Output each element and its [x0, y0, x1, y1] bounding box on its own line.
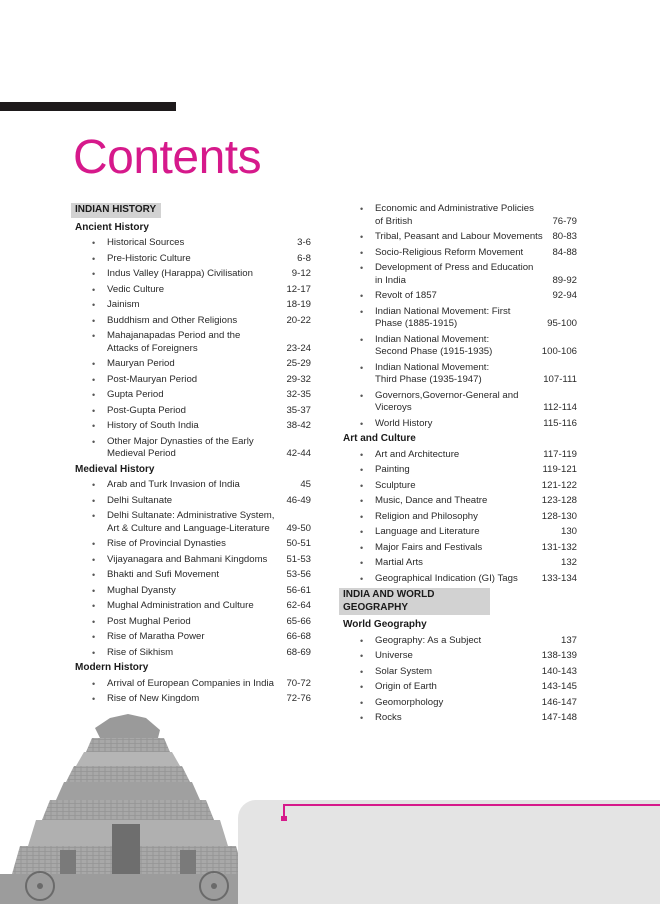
toc-entry-pages: 46-49	[286, 494, 311, 506]
toc-entry-title: • Rise of New Kingdom	[107, 693, 200, 704]
toc-entry-pages: 131-132	[541, 541, 577, 553]
toc-entry	[341, 231, 577, 244]
toc-entry-title: • Rise of Provincial Dynasties	[107, 538, 226, 549]
toc-entry-pages: 70-72	[286, 677, 311, 689]
toc-entry-title: • Mughal Dyansty	[107, 584, 176, 596]
toc-entry-title: • Indian National Movement: First Phase (1885-1915)	[375, 305, 511, 329]
toc-entry-pages: 143-145	[541, 681, 577, 692]
toc-entry-pages: 80-83	[552, 231, 577, 242]
toc-list	[73, 479, 311, 659]
section-india-world-geography: INDIA AND WORLD GEOGRAPHY	[339, 588, 490, 615]
toc-entry	[73, 420, 311, 433]
toc-entry	[73, 253, 311, 266]
toc-entry-title: • Universe	[375, 650, 413, 661]
toc-entry-pages: 53-56	[286, 569, 311, 580]
toc-entry-pages: 32-35	[286, 389, 311, 400]
toc-entry-pages: 138-139	[541, 650, 577, 661]
toc-list	[341, 635, 577, 725]
toc-entry	[73, 693, 311, 706]
toc-entry	[73, 237, 311, 250]
toc-entry-title: • Rocks	[375, 712, 402, 723]
toc-entry	[341, 666, 577, 679]
toc-entry	[341, 697, 577, 710]
toc-entry	[73, 585, 311, 598]
toc-entry	[341, 464, 577, 477]
toc-entry-title: • Tribal, Peasant and Labour Movements	[375, 231, 543, 242]
toc-entry	[341, 418, 577, 431]
toc-entry	[73, 616, 311, 629]
toc-entry	[73, 678, 311, 691]
toc-entry-pages: 18-19	[286, 299, 311, 310]
footer-pink-rule	[283, 804, 660, 806]
toc-entry-title: • Post Mughal Period	[107, 615, 191, 627]
toc-entry	[341, 526, 577, 539]
toc-entry-title: • Indian National Movement: Second Phase (1915-1935)	[375, 333, 493, 357]
toc-entry-pages: 3-6	[297, 237, 311, 248]
toc-entry-pages: 76-79	[552, 215, 577, 227]
toc-entry	[341, 573, 577, 586]
toc-entry-pages: 128-130	[541, 510, 577, 522]
toc-entry-title: • World History	[375, 417, 433, 429]
toc-entry-title: • Revolt of 1857	[375, 290, 437, 301]
toc-entry-title: • Pre-Historic Culture	[107, 252, 191, 264]
toc-entry-pages: 6-8	[297, 252, 311, 264]
toc-entry-title: • Historical Sources	[107, 237, 185, 248]
toc-entry-pages: 95-100	[547, 318, 577, 329]
toc-list	[341, 449, 577, 586]
toc-entry-title: • Rise of Sikhism	[107, 646, 174, 658]
toc-list	[73, 237, 311, 461]
toc-entry	[341, 203, 577, 228]
toc-entry-pages: 20-22	[286, 314, 311, 326]
toc-entry	[341, 650, 577, 663]
toc-entry	[341, 557, 577, 570]
toc-entry-title: • Geomorphology	[375, 696, 444, 708]
temple-illustration	[0, 708, 250, 904]
toc-entry-title: • Arab and Turk Invasion of India	[107, 479, 240, 490]
toc-list	[73, 678, 311, 706]
toc-entry-title: • Vijayanagara and Bahmani Kingdoms	[107, 553, 268, 565]
toc-entry	[73, 436, 311, 461]
toc-entry-title: • Rise of Maratha Power	[107, 631, 205, 642]
top-decorative-bar	[0, 102, 176, 111]
toc-entry-pages: 100-106	[541, 346, 577, 357]
toc-entry-title: • Other Major Dynasties of the Early Medieval Period	[107, 435, 254, 459]
toc-entry	[73, 495, 311, 508]
toc-entry-title: • Solar System	[375, 665, 433, 677]
page-title: Contents	[73, 131, 262, 184]
toc-entry	[73, 569, 311, 582]
toc-entry-pages: 66-68	[286, 631, 311, 642]
toc-entry-title: • Religion and Philosophy	[375, 510, 478, 522]
toc-entry-pages: 56-61	[286, 584, 311, 596]
toc-entry-pages: 121-122	[541, 479, 577, 491]
heading-modern-history: Modern History	[75, 662, 149, 673]
toc-entry-pages: 119-121	[542, 464, 577, 475]
heading-art-and-culture: Art and Culture	[343, 433, 416, 444]
toc-entry-title: • Post-Gupta Period	[107, 404, 186, 416]
heading-medieval-history: Medieval History	[75, 463, 155, 475]
toc-entry-title: • Governors,Governor-General and Viceroys	[375, 389, 519, 413]
toc-entry	[341, 712, 577, 725]
toc-entry	[73, 405, 311, 418]
toc-entry-pages: 123-128	[541, 495, 577, 506]
section-indian-history: INDIAN HISTORY	[71, 203, 161, 218]
toc-entry-pages: 65-66	[286, 615, 311, 627]
toc-entry-title: • Geography: As a Subject	[375, 634, 482, 646]
toc-entry	[341, 542, 577, 555]
toc-entry-title: • Martial Arts	[375, 557, 423, 568]
toc-entry-title: • Indus Valley (Harappa) Civilisation	[107, 268, 253, 279]
toc-entry	[341, 449, 577, 462]
toc-entry	[341, 290, 577, 303]
toc-entry	[73, 600, 311, 613]
toc-entry-title: • Major Fairs and Festivals	[375, 541, 483, 553]
heading-ancient-history: Ancient History	[75, 221, 149, 233]
toc-entry	[341, 247, 577, 260]
toc-entry-title: • Economic and Administrative Policies of British	[375, 203, 534, 227]
toc-entry	[73, 358, 311, 371]
toc-entry-title: • Indian National Movement: Third Phase (1935-1947)	[375, 361, 490, 385]
toc-entry	[73, 374, 311, 387]
toc-entry-title: • Geographical Indication (GI) Tags	[375, 572, 518, 584]
footer-grey-panel	[238, 800, 660, 904]
toc-entry	[341, 362, 577, 387]
toc-entry-pages: 35-37	[286, 404, 311, 416]
toc-entry	[341, 635, 577, 648]
toc-entry	[73, 510, 311, 535]
toc-entry-title: • Painting	[375, 464, 410, 475]
toc-entry-pages: 92-94	[552, 290, 577, 301]
toc-entry	[341, 390, 577, 415]
toc-entry-title: • Origin of Earth	[375, 681, 437, 692]
toc-entry	[73, 330, 311, 355]
toc-entry-pages: 107-111	[543, 374, 577, 385]
toc-entry-pages: 146-147	[541, 696, 577, 708]
toc-entry	[73, 647, 311, 660]
toc-entry-title: • Art and Architecture	[375, 448, 460, 460]
toc-entry	[73, 284, 311, 297]
toc-entry-pages: 9-12	[291, 268, 311, 279]
toc-entry-title: • Arrival of European Companies in India	[107, 677, 274, 689]
toc-entry	[341, 334, 577, 359]
toc-entry-title: • Delhi Sultanate	[107, 494, 173, 506]
toc-entry-pages: 62-64	[286, 600, 311, 611]
toc-entry-pages: 45	[300, 479, 311, 490]
toc-entry	[341, 495, 577, 508]
toc-entry-title: • Vedic Culture	[107, 283, 165, 295]
toc-entry-pages: 117-119	[543, 448, 577, 460]
toc-entry	[73, 315, 311, 328]
toc-entry-title: • Post-Mauryan Period	[107, 373, 198, 385]
toc-entry	[73, 389, 311, 402]
toc-entry-title: • Mughal Administration and Culture	[107, 600, 254, 611]
toc-entry-pages: 42-44	[286, 448, 311, 459]
toc-entry-pages: 133-134	[541, 572, 577, 584]
toc-entry-pages: 130	[560, 526, 577, 537]
heading-world-geography: World Geography	[343, 619, 427, 630]
toc-entry-pages: 38-42	[286, 420, 311, 431]
toc-entry-pages: 137	[560, 634, 577, 646]
toc-entry-pages: 140-143	[541, 665, 577, 677]
toc-entry	[341, 262, 577, 287]
toc-entry	[341, 480, 577, 493]
toc-entry-pages: 68-69	[286, 646, 311, 658]
toc-entry-pages: 25-29	[286, 358, 311, 369]
toc-entry-title: • Buddhism and Other Religions	[107, 314, 238, 326]
toc-entry	[73, 479, 311, 492]
toc-entry-title: • Sculpture	[375, 479, 416, 491]
toc-entry	[73, 268, 311, 281]
toc-entry	[73, 538, 311, 551]
toc-entry-title: • Music, Dance and Theatre	[375, 495, 488, 506]
toc-entry-pages: 50-51	[286, 538, 311, 549]
toc-entry-title: • History of South India	[107, 420, 199, 431]
toc-entry-pages: 84-88	[552, 246, 577, 258]
toc-list	[341, 203, 577, 430]
toc-entry-title: • Language and Literature	[375, 526, 480, 537]
toc-entry-pages: 115-116	[543, 417, 577, 429]
toc-entry-title: • Bhakti and Sufi Movement	[107, 569, 219, 580]
toc-entry-title: • Socio-Religious Reform Movement	[375, 246, 524, 258]
toc-entry-pages: 132	[560, 557, 577, 568]
toc-entry	[341, 681, 577, 694]
toc-entry-pages: 112-114	[543, 402, 577, 413]
left-column	[73, 203, 311, 709]
toc-entry-pages: 12-17	[286, 283, 311, 295]
toc-entry-title: • Mahajanapadas Period and the Attacks of Foreigners	[107, 330, 241, 354]
right-column	[341, 203, 577, 728]
footer-pink-marker	[281, 816, 287, 821]
toc-entry-title: • Mauryan Period	[107, 358, 175, 369]
toc-entry	[73, 631, 311, 644]
toc-entry	[341, 306, 577, 331]
toc-entry-title: • Development of Press and Education in India	[375, 262, 534, 286]
toc-entry-pages: 147-148	[541, 712, 577, 723]
toc-entry-title: • Gupta Period	[107, 389, 164, 400]
toc-entry-pages: 29-32	[286, 373, 311, 385]
toc-entry	[73, 299, 311, 312]
toc-entry	[73, 554, 311, 567]
toc-entry-pages: 89-92	[552, 274, 577, 286]
toc-entry-pages: 72-76	[286, 693, 311, 704]
toc-entry-pages: 49-50	[286, 522, 311, 534]
toc-entry-title: • Jainism	[107, 299, 140, 310]
toc-entry-pages: 23-24	[286, 342, 311, 354]
toc-entry	[341, 511, 577, 524]
toc-entry-pages: 51-53	[286, 553, 311, 565]
toc-entry-title: • Delhi Sultanate: Administrative System, Art & Culture and Language-Literature	[107, 510, 275, 534]
